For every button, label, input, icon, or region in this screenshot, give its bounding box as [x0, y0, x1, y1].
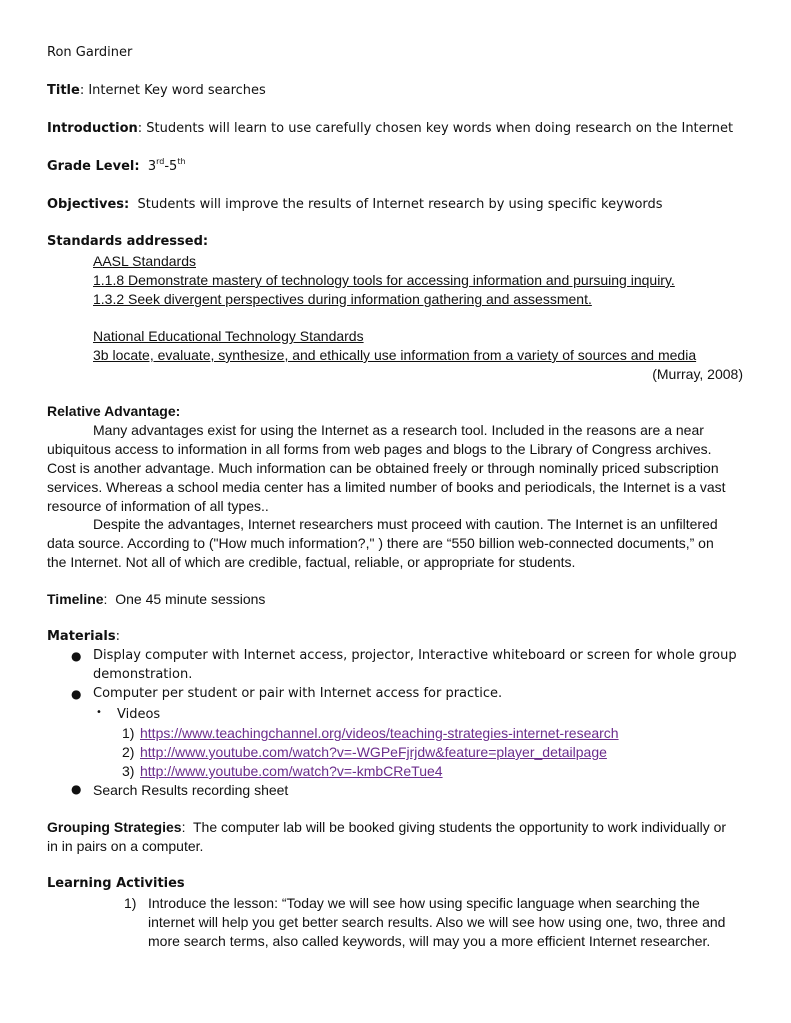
introduction-line: Introduction: Students will learn to use carefully chosen key words when doing research on the Internet [47, 121, 734, 136]
aasl-standard-item: 1.3.2 Seek divergent perspectives during information gathering and assessment. [93, 291, 592, 307]
paragraph-line: services. Whereas a school media center has a limited number of books and periodicals, the Internet is a vast [47, 479, 726, 495]
paragraph-line: Despite the advantages, Internet researchers must proceed with caution. The Internet is an unfiltered [93, 516, 718, 532]
grade-from-sup: rd [156, 157, 165, 166]
activity-line: Introduce the lesson: “Today we will see how using specific language when searching the [148, 895, 700, 911]
grouping-label: Grouping Strategies [47, 819, 182, 835]
bullet-icon: ● [71, 687, 82, 701]
aasl-heading: AASL Standards [93, 253, 196, 269]
title-value: Internet Key word searches [88, 83, 266, 98]
materials-heading: Materials: [47, 629, 120, 644]
relative-advantage-label: Relative Advantage: [47, 403, 181, 419]
paragraph-line: Many advantages exist for using the Internet as a research tool. Included in the reasons are a near [93, 422, 704, 438]
paragraph-line: resource of information of all types.. [47, 498, 269, 514]
grade-to-sup: th [177, 157, 186, 166]
grade-dash: - [164, 159, 170, 174]
timeline-line: Timeline: One 45 minute sessions [47, 591, 266, 607]
activity-line: more search terms, also called keywords, will may you a more efficient Internet researcher. [148, 933, 711, 949]
video-number: 1) [122, 725, 135, 741]
materials-item: Search Results recording sheet [93, 782, 289, 798]
small-bullet-icon: • [96, 707, 102, 718]
grade-level-line [47, 159, 186, 174]
nets-standard-item: 3b locate, evaluate, synthesize, and ethically use information from a variety of sources and media [93, 347, 697, 363]
materials-item-line: Display computer with Internet access, projector, Interactive whiteboard or screen for whole group [93, 648, 737, 663]
paragraph-line: data source. According to ("How much information?," ) there are “550 billion web-connected documents,” on [47, 535, 714, 551]
bullet-icon: ● [71, 782, 82, 796]
materials-item-line: demonstration. [93, 667, 193, 682]
grade-to: 5 [169, 159, 178, 174]
materials-label: Materials [47, 629, 116, 644]
video-number: 2) [122, 744, 135, 760]
paragraph-line: the Internet. Not all of which are credible, factual, reliable, or appropriate for students. [47, 554, 576, 570]
timeline-label: Timeline [47, 591, 104, 607]
grouping-line: Grouping Strategies: The computer lab will be booked giving students the opportunity to work individually or [47, 819, 727, 835]
video-link[interactable]: http://www.youtube.com/watch?v=-kmbCReTue4 [140, 763, 443, 779]
timeline-value: One 45 minute sessions [115, 591, 266, 607]
activity-number: 1) [124, 895, 137, 911]
introduction-value: Students will learn to use carefully chosen key words when doing research on the Internet [146, 121, 734, 136]
bullet-icon: ● [71, 649, 82, 663]
video-number: 3) [122, 763, 135, 779]
video-link[interactable]: https://www.teachingchannel.org/videos/teaching-strategies-internet-research [140, 725, 619, 741]
standards-label: Standards addressed: [47, 234, 209, 249]
nets-heading: National Educational Technology Standards [93, 328, 364, 344]
activity-line: internet will help you get better search results. Also we will see how using one, two, three and [148, 914, 726, 930]
objectives-value: Students will improve the results of Internet research by using specific keywords [137, 197, 663, 212]
materials-item: Computer per student or pair with Internet access for practice. [93, 686, 503, 701]
learning-activities-label: Learning Activities [47, 876, 185, 891]
introduction-label: Introduction [47, 121, 138, 136]
grade-level-label: Grade Level: [47, 159, 140, 174]
paragraph-line: Cost is another advantage. Much information can be obtained freely or through nominally priced subscription [47, 460, 719, 476]
standards-citation: (Murray, 2008) [652, 366, 743, 382]
aasl-standard-item: 1.1.8 Demonstrate mastery of technology tools for accessing information and pursuing inquiry. [93, 272, 675, 288]
author-name: Ron Gardiner [47, 45, 133, 60]
videos-label: Videos [117, 707, 161, 722]
objectives-label: Objectives: [47, 197, 130, 212]
paragraph-line: ubiquitous access to information in all forms from web pages and blogs to the Library of Congress archives. [47, 441, 712, 457]
grouping-line-2: in in pairs on a computer. [47, 838, 204, 854]
grade-from: 3 [147, 159, 157, 174]
grouping-text: The computer lab will be booked giving students the opportunity to work individually or [193, 819, 727, 835]
title-label: Title [47, 83, 80, 98]
title-line: Title: Internet Key word searches [47, 83, 266, 98]
video-link[interactable]: http://www.youtube.com/watch?v=-WGPeFjrjdw&feature=player_detailpage [140, 744, 607, 760]
objectives-line [47, 197, 663, 212]
